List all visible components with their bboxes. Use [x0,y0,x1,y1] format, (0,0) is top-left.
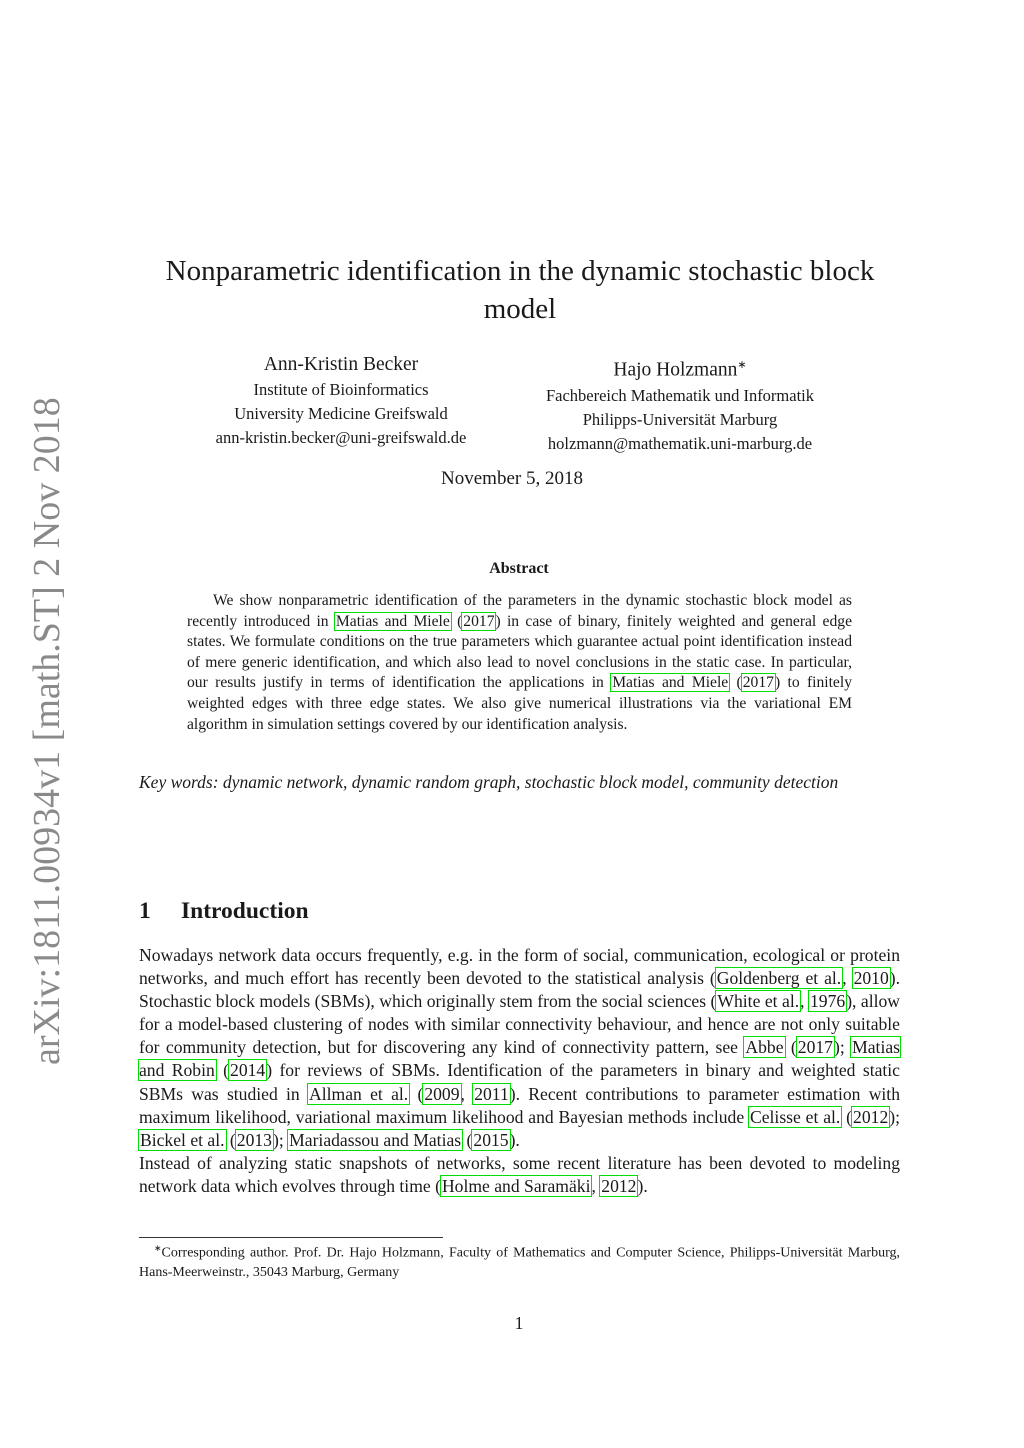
author-name-line [510,352,850,384]
citation-link[interactable]: Matias and Robin [139,1037,900,1081]
author-email: ann-kristin.becker@uni-greifswald.de [215,428,467,447]
citation-year-link[interactable]: 2014 [230,1060,266,1081]
author-name: Ann-Kristin Becker [263,354,419,375]
author-affiliation: University Medicine Greifswald [234,404,448,423]
citation-link[interactable]: White et al. [717,991,800,1012]
paper-date: November 5, 2018 [441,468,583,489]
paper-title: Nonparametric identification in the dynamic stochastic block model [165,255,875,325]
author-name: Hajo Holzmann [613,359,738,381]
citation-link[interactable]: Holme and Saramäki [441,1175,591,1196]
abstract-text: to finitely weighted edges with three edge states. We also give numerical illustrations via the variational EM algorithm in simulation settings covered by our identification analysis. [187,674,852,733]
author-affiliation: Philipps-Universität Marburg [582,409,778,429]
author-2 [510,352,850,456]
abstract-text: We show nonparametric identification of the parameters in the dynamic stochastic block model as recently introduced in [187,592,852,630]
citation-year-link[interactable]: 2012 [853,1106,889,1127]
author-1 [182,352,500,450]
citation-year-link[interactable]: 2017 [797,1037,833,1058]
footnote-marker: ∗ [154,1243,162,1253]
paragraph: Nowadays network data occurs frequently, e.g. in the form of social, communication, ecological or protein networks, and much effort has recently been devoted to the statistical analysis (Goldenberg et al., 2010). Stochastic block models (SBMs), which originally stem from the social sciences (White et al., 1976), allow for a model-based clustering of nodes with similar connectivity behaviour, and hence are not only suitable for community detection, but for discovering any kind of connectivity pattern, see Abbe (2017); Matias and Robin (2014) for reviews of SBMs. Identification of the parameters in binary and weighted static SBMs was studied in Allman et al. (2009, 2011). Recent contributions to parameter estimation with maximum likelihood, variational maximum likelihood and Bayesian methods include Celisse et al. (2012); Bickel et al. (2013); Mariadassou and Matias (2015). [139,945,901,1150]
arxiv-identifier-stamp: arXiv:1811.00934v1 [math.ST] 2 Nov 2018 [26,397,68,1065]
page-number: 1 [514,1313,524,1333]
body-text: ). Stochastic block models (SBMs), which originally stem from the social sciences ( [139,968,901,1012]
citation-year-link[interactable]: 2015 [473,1129,509,1150]
author-email: holzmann@mathematik.uni-marburg.de [547,433,813,453]
citation-link[interactable]: Matias and Miele [612,674,729,692]
corresponding-author-marker[interactable]: ∗ [737,359,747,371]
author-affiliation: Fachbereich Mathematik und Informatik [545,385,815,405]
citation-year-link[interactable]: 2017 [463,612,495,630]
citation-link[interactable]: Bickel et al. [140,1129,225,1150]
citation-year-link[interactable]: 2012 [601,1175,637,1196]
citation-year-link[interactable]: 2009 [424,1083,460,1104]
abstract-text: in case of binary, finitely weighted and general edge states. We formulate conditions on the true parameters which guarantee actual point identification instead of mere generic identification, and which also lead to novel conclusions in the static case. In particular, our results justify in terms of identification the applications in [187,612,852,692]
body-text: Nowadays network data occurs frequently, e.g. in the form of social, communication, ecological or protein networks, and much effort has recently been devoted to the statistical analysis ( [139,945,900,989]
body-text: ; [839,1037,852,1058]
citation-year-link[interactable]: 2017 [742,674,774,692]
footnote-text: Corresponding author. Prof. Dr. Hajo Holzmann, Faculty of Mathematics and Computer Science, Philipps-Universität Marburg, Hans-Meerweinstr., 35043 Marburg, Germany [139,1245,900,1280]
citation-link[interactable]: Abbe [745,1037,784,1058]
section-heading [139,896,309,926]
body-text: Instead of analyzing static snapshots of networks, some recent literature has been devoted to modeling network data which evolves through time ( [139,1152,900,1196]
body-text: ), allow for a model-based clustering of nodes with similar connectivity behaviour, and hence are not only suitable for community detection, but for discovering any kind of connectivity pattern, see [139,991,901,1058]
citation-link[interactable]: Goldenberg et al. [716,968,842,989]
keywords: Key words: dynamic network, dynamic random graph, stochastic block model, community detection [139,772,839,792]
citation-link[interactable]: Matias and Miele [335,612,450,630]
abstract-heading: Abstract [489,560,549,577]
citation-year-link[interactable]: 2010 [853,968,889,989]
citation-link[interactable]: Allman et al. [309,1083,409,1104]
citation-link[interactable]: Celisse et al. [750,1106,841,1127]
introduction-body [139,944,900,1198]
body-text: for reviews of SBMs. Identification of the parameters in binary and weighted static SBMs was studied in [139,1060,900,1104]
citation-year-link[interactable]: 2013 [236,1129,272,1150]
citation-link[interactable]: Mariadassou and Matias [289,1129,462,1150]
footnote-rule [139,1237,443,1238]
citation-year-link[interactable]: 2011 [474,1083,509,1104]
section-title: Introduction [181,898,309,924]
body-text: . Recent contributions to parameter estimation with maximum likelihood, variational maximum likelihood and Bayesian methods include [139,1083,900,1127]
footnote [139,1239,900,1282]
abstract-body: We show nonparametric identification of the parameters in the dynamic stochastic block model as recently introduced in Matias and Miele (2017) in case of binary, finitely weighted and general edge states. We formulate conditions on the true parameters which guarantee actual point identification instead of mere generic identification, and which also lead to novel conclusions in the static case. In particular, our results justify in terms of identification the applications in Matias and Miele (2017) to finitely weighted edges with three edge states. We also give numerical illustrations via the variational EM algorithm in simulation settings covered by our identification analysis. [187,592,852,733]
paragraph: Instead of analyzing static snapshots of networks, some recent literature has been devoted to modeling network data which evolves through time (Holme and Saramäki, 2012). [139,1152,900,1196]
section-number: 1 [139,898,151,924]
author-affiliation: Institute of Bioinformatics [253,380,429,399]
citation-year-link[interactable]: 1976 [810,991,846,1012]
